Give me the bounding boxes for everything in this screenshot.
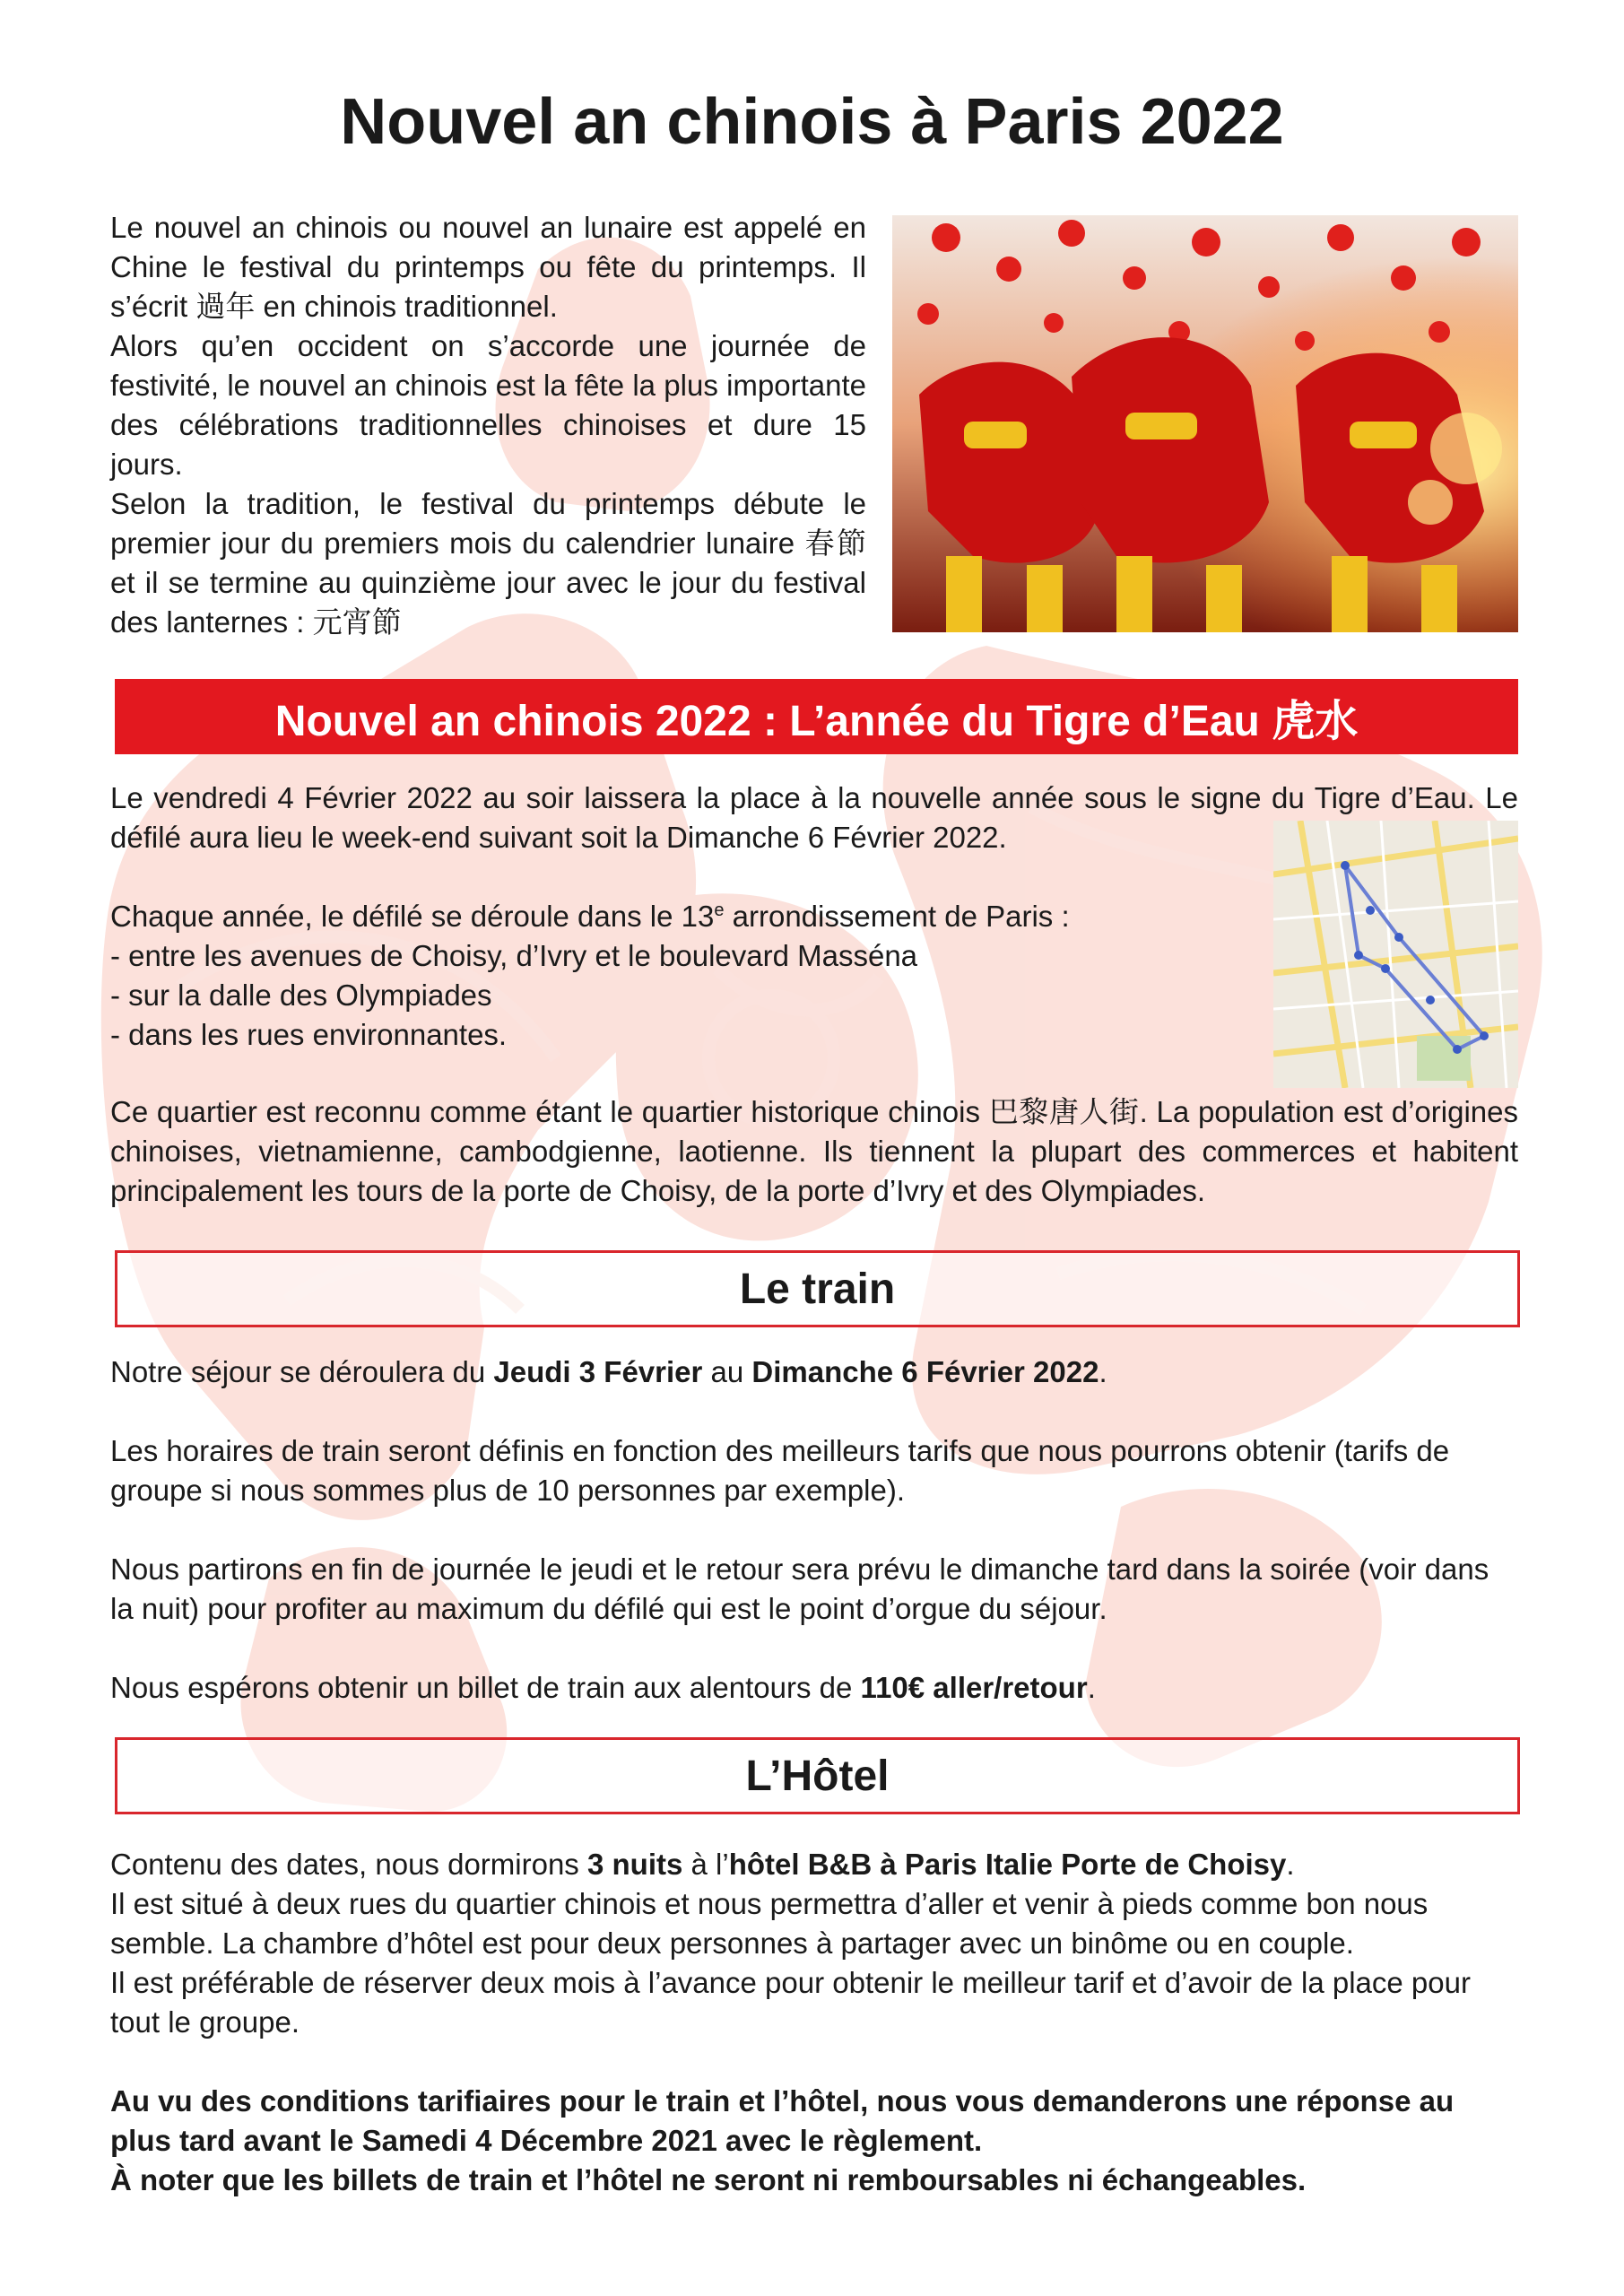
hotel-paragraph-3: Il est préférable de réserver deux mois à l’avance pour obtenir le meilleur tarif et d’avoir de la place pour tout le groupe. (110, 1966, 1471, 2039)
intro-paragraph-1: Le nouvel an chinois ou nouvel an lunaire est appelé en Chine le festival du printemps ou fête du printemps. Il s’écrit 過年 en chinois traditionnel. (110, 211, 866, 323)
train-section (110, 1352, 1518, 1708)
hotel-non-refundable-notice: À noter que les billets de train et l’hôtel ne seront ni remboursables ni échangeables. (110, 2163, 1307, 2196)
train-banner: Le train (115, 1250, 1520, 1327)
arrondissement-section (110, 897, 1258, 1055)
list-item: - entre les avenues de Choisy, d’Ivry et le boulevard Masséna (110, 939, 918, 972)
quartier-section (110, 1092, 1518, 1211)
train-paragraph-3: Nous partirons en fin de journée le jeudi et le retour sera prévu le dimanche tard dans la soirée (voir dans la nuit) pour profiter au maximum du défilé qui est le point d’orgue du séjour. (110, 1552, 1489, 1625)
lion-dance-photo (892, 215, 1518, 632)
hotel-paragraph-2: Il est situé à deux rues du quartier chinois et nous permettra d’aller et venir à pieds comme bon nous semble. La chambre d’hôtel est pour deux personnes à partager avec un binôme ou en couple. (110, 1887, 1429, 1960)
hotel-paragraph-1: Contenu des dates, nous dormirons 3 nuits à l’hôtel B&B à Paris Italie Porte de Choisy. (110, 1848, 1295, 1881)
tiger-paragraph-1: Le vendredi 4 Février 2022 au soir laissera la place à la nouvelle année sous le signe du Tigre d’Eau. Le défilé aura lieu le week-end suivant soit la Dimanche 6 Février 2022. (110, 781, 1518, 854)
train-paragraph-2: Les horaires de train seront définis en fonction des meilleurs tarifs que nous pourrons obtenir (tarifs de groupe si nous sommes plus de 10 personnes par exemple). (110, 1434, 1450, 1507)
parade-location-list (110, 936, 1258, 1055)
train-paragraph-4: Nous espérons obtenir un billet de train aux alentours de 110€ aller/retour. (110, 1671, 1096, 1704)
hotel-deadline-notice: Au vu des conditions tarifiaires pour le train et l’hôtel, nous vous demanderons une réponse au plus tard avant le Samedi 4 Décembre 2021 avec le règlement. (110, 2084, 1455, 2157)
intro-section (110, 208, 866, 642)
parade-route-map (1273, 821, 1518, 1088)
intro-paragraph-2: Alors qu’en occident on s’accorde une journée de festivité, le nouvel an chinois est la fête la plus importante des célébrations traditionnelles chinoises et dure 15 jours. (110, 329, 866, 481)
list-item: - sur la dalle des Olympiades (110, 978, 492, 1012)
train-paragraph-1: Notre séjour se déroulera du Jeudi 3 Février au Dimanche 6 Février 2022. (110, 1355, 1107, 1388)
tiger-paragraph-2: Chaque année, le défilé se déroule dans le 13e arrondissement de Paris : (110, 900, 1070, 933)
list-item: - dans les rues environnantes. (110, 1018, 508, 1051)
page-title: Nouvel an chinois à Paris 2022 (340, 86, 1284, 158)
hotel-banner: L’Hôtel (115, 1737, 1520, 1814)
tiger-paragraph-3: Ce quartier est reconnu comme étant le quartier historique chinois 巴黎唐人街. La population est d’origines chinoises, vietnamienne, cambodgienne, laotienne. Ils tiennent la plupart des commerces et habitent principalement les tours de la porte de Choisy, de la porte d’Ivry et des Olympiades. (110, 1095, 1518, 1207)
tiger-year-banner: Nouvel an chinois 2022 : L’année du Tigre d’Eau 虎水 (115, 679, 1518, 754)
intro-paragraph-3: Selon la tradition, le festival du printemps débute le premier jour du premiers mois du calendrier lunaire 春節 et il se termine au quinzième jour avec le jour du festival des lanternes : 元宵節 (110, 487, 866, 639)
hotel-section (110, 1845, 1518, 2200)
